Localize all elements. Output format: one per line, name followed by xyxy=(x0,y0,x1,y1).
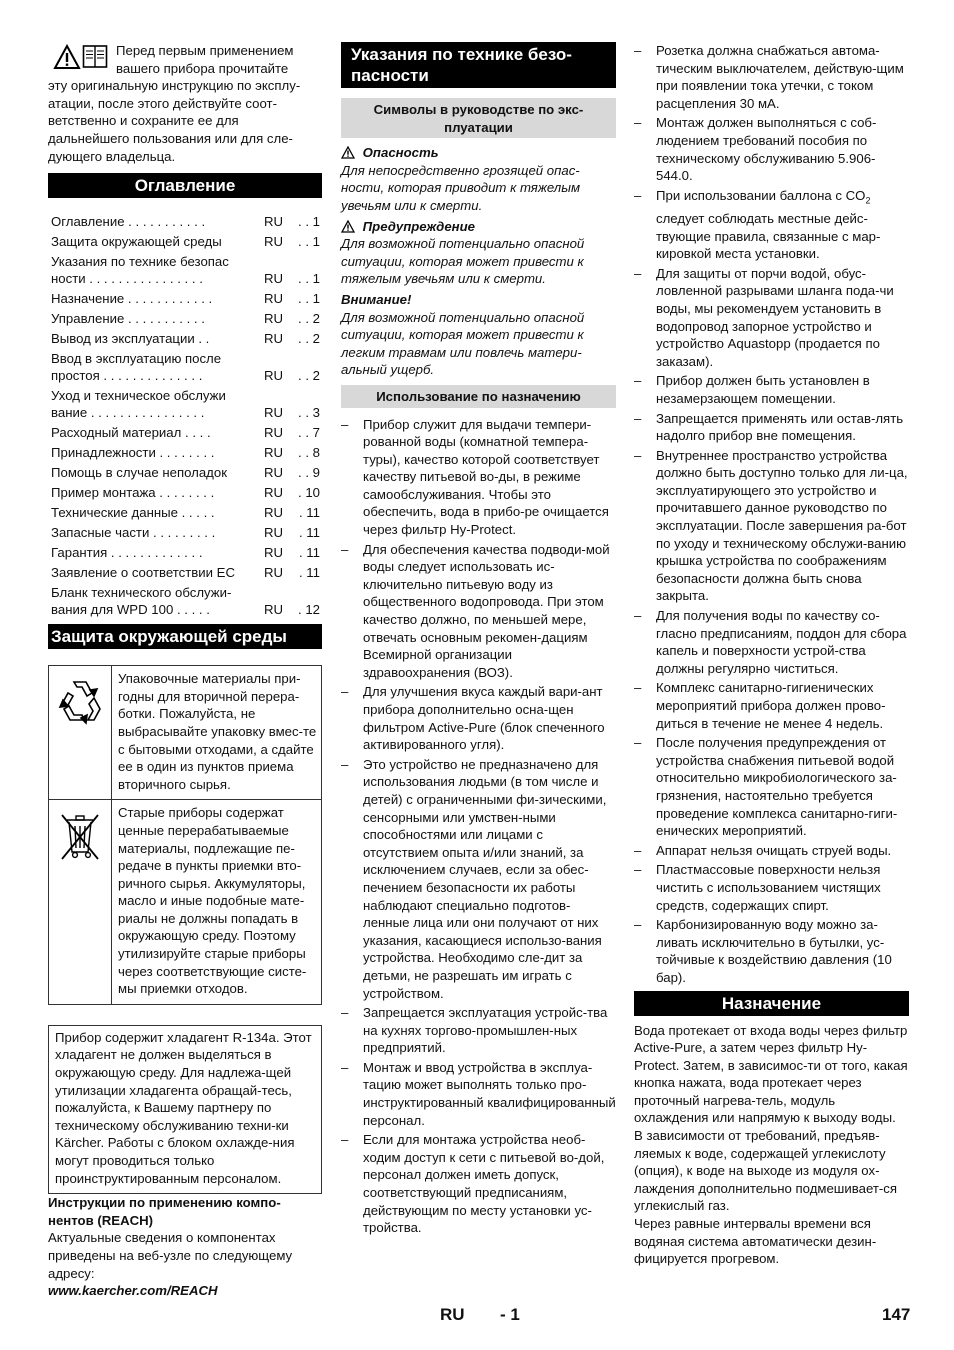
toc-label: Ввод в эксплуатацию после простоя . . . . . . . . . . . . . . xyxy=(51,351,222,384)
toc-row[interactable] xyxy=(48,289,322,309)
intended-use-list xyxy=(341,416,616,1237)
env-title: Защита окружающей среды xyxy=(48,624,322,649)
warning-heading xyxy=(341,218,616,236)
intro-icons xyxy=(53,44,109,72)
env-icon-cell xyxy=(49,800,112,1005)
toc-row[interactable] xyxy=(48,503,322,523)
caution-label: Внимание! xyxy=(341,291,412,307)
toc-page: . . 9 xyxy=(298,465,320,481)
reach-title: Инструкции по применению компо-нентов (REACH) xyxy=(48,1195,281,1228)
toc-page: . . 8 xyxy=(298,445,320,461)
toc-page: . . 2 xyxy=(298,331,320,347)
toc-lang: RU xyxy=(264,445,284,461)
list-item: – После получения предупреждения от устройства снабжения питьевой водой относительно микробиологического за-грязнения, настоятельно требуется проведение комплекса санитарно-гиги-енических мероприятий. xyxy=(634,734,909,840)
reach-url[interactable]: www.kaercher.com/REACH xyxy=(48,1283,218,1299)
toc-lang: RU xyxy=(264,505,284,521)
intro-line-2: вашего прибора прочитайте xyxy=(116,60,289,76)
safety-title: Указания по технике безо-пасности xyxy=(341,42,616,88)
toc-row[interactable] xyxy=(48,443,322,463)
recycling-icon xyxy=(54,676,106,726)
toc-row[interactable] xyxy=(48,232,322,252)
toc-lang: RU xyxy=(264,485,284,501)
toc-label: Принадлежности . . . . . . . . xyxy=(51,445,215,461)
env-row-old-devices xyxy=(49,800,322,1005)
toc-lang: RU xyxy=(264,602,284,618)
toc-page: . 11 xyxy=(298,505,320,521)
toc-page: . . 7 xyxy=(298,425,320,441)
toc-lang: RU xyxy=(264,565,284,581)
toc-page: . 11 xyxy=(298,565,320,581)
list-item: – Запрещается эксплуатация устройс-тва на кухнях торгово-промышлен-ных предприятий. xyxy=(341,1004,616,1057)
toc-label: Помощь в случае неполадок xyxy=(51,465,227,481)
toc-page: . 12 xyxy=(298,602,320,618)
toc-label: Заявление о соответствии EC xyxy=(51,565,235,581)
list-item: – Розетка должна снабжаться автома-тическим выключателем, действую-щим при появлении тока утечки, с током расцепления 30 мА. xyxy=(634,42,909,112)
refrigerant-text: Прибор содержит хладагент R-134a. Этот хладагент не должен выделяться в окружающую среду. Для надлежа-щей утилизации хладагента обращай-тесь, пожалуйста, к Вашему партнеру по техническому обслуживанию техни-ки Kärcher. Работы с блоком охлажде-ния могут проводиться только проинструктированным персоналом. xyxy=(55,1029,312,1186)
list-item: – Монтаж должен выполняться с соб-людением требований пособия по техническому обслуживанию 5.906-544.0. xyxy=(634,114,909,184)
list-item: – Это устройство не предназначено для использования людьми (в том числе и детей) с ограниченными фи-зическими, сенсорными или умствен-ными способностями или лицами с отсутствием опыта и/или знаний, за исключением случаев, если за обес-печением безопасности их работы наблюдают специально подготов-ленные лица или они получают от них указания, касающиеся использо-вания устройства. Необходимо сле-дит за детьми, не разрешать им играть с устройством. xyxy=(341,756,616,1002)
toc-row[interactable] xyxy=(48,583,322,620)
list-item: – При использовании баллона с $CO_2$ следует соблюдать местные дейс-твующие правила, связанные с мар-кировкой места установки. xyxy=(634,187,909,263)
toc-label: Указания по технике безопас ности . . . . . . . . . . . . . . . . xyxy=(51,254,229,287)
old-devices-text: Старые приборы содержат ценные перерабатываемые материалы, подлежащие пе-редаче в пункты приемки вто-ричного сырья. Аккумуляторы, масло и иные подобные мате-риалы не должны попадать в окружающую среду. Поэтому утилизируйте старые приборы через соответствующие систе-мы приемки отходов. xyxy=(112,800,322,1005)
warning-triangle-icon xyxy=(341,146,355,159)
toc-row[interactable] xyxy=(48,252,322,289)
refrigerant-box xyxy=(48,1025,322,1194)
toc-lang: RU xyxy=(264,234,284,250)
toc-row[interactable] xyxy=(48,212,322,232)
warning-triangle-icon xyxy=(341,220,355,233)
toc-page: . . 1 xyxy=(298,234,320,250)
danger-heading xyxy=(341,144,616,162)
env-row-packaging xyxy=(49,666,322,800)
danger-label: Опасность xyxy=(362,145,439,161)
list-item: – Запрещается применять или остав-лять надолго прибор вне помещения. xyxy=(634,410,909,445)
toc-row[interactable] xyxy=(48,349,322,386)
env-icon-cell xyxy=(49,666,112,800)
column-right xyxy=(634,42,909,1268)
toc-lang: RU xyxy=(264,214,284,230)
intro-rest: эту оригинальную инструкцию по эксплу-атации, после этого действуйте соот-ветственно и сохраните ее для дальнейшего пользования или для сле-дующего владельца. xyxy=(48,78,301,164)
toc-row[interactable] xyxy=(48,309,322,329)
toc-row[interactable] xyxy=(48,423,322,443)
purpose-para-1: Вода протекает от входа воды через фильтр Active-Pure, а затем через фильтр Hy-Protect. Затем, в зависимос-ти от того, какая кнопка нажата, вода протекает через проточный нагрева-тель, модуль охлаждения или напрямую к выходу воды. xyxy=(634,1022,908,1126)
warning-text: Для возможной потенциально опасной ситуации, которая может привести к тяжелым увечьям или к смерти. xyxy=(341,236,585,287)
toc-lang: RU xyxy=(264,311,284,327)
toc-label: Бланк технического обслужи-вания для WPD 100 . . . . . xyxy=(51,585,232,618)
toc-label: Защита окружающей среды xyxy=(51,234,222,250)
toc-page: . . 2 xyxy=(298,311,320,327)
column-middle xyxy=(341,42,616,1239)
intro-line-1: Перед первым применением xyxy=(116,43,294,58)
env-symbol-table xyxy=(48,665,322,1005)
intended-use-title: Использование по назначению xyxy=(341,385,616,408)
toc-page: . 10 xyxy=(298,485,320,501)
list-item: – Если для монтажа устройства необ-ходим доступ к сети с питьевой во-дой, персонал должен иметь допуск, соответствующий предписаниям, действующим по месту установки ус-тройства. xyxy=(341,1131,616,1237)
toc-row[interactable] xyxy=(48,523,322,543)
toc-label: Расходный материал . . . . xyxy=(51,425,211,441)
toc-row[interactable] xyxy=(48,463,322,483)
toc-label: Запасные части . . . . . . . . . xyxy=(51,525,216,541)
symbols-title: Символы в руководстве по экс-плуатации xyxy=(341,98,616,138)
toc-lang: RU xyxy=(264,465,284,481)
toc-row[interactable] xyxy=(48,386,322,423)
list-item: – Монтаж и ввод устройства в эксплуа-тацию может выполнять только про-инструктированный квалифицированный персонал. xyxy=(341,1059,616,1129)
danger-text: Для непосредственно грозящей опас-ности, которая приводит к тяжелым увечьям или к смерти. xyxy=(341,162,580,213)
footer-page-number: 147 xyxy=(882,1305,911,1324)
list-item: – Для защиты от порчи водой, обус-ловленной разрывами шланга пода-чи воды, мы рекомендуем установить в водопровод запорное устройство и устройство Aquastopp (продается по заказам). xyxy=(634,265,909,371)
toc-label: Гарантия . . . . . . . . . . . . . xyxy=(51,545,203,561)
toc-page: . 11 xyxy=(298,525,320,541)
intro-block xyxy=(48,42,322,165)
toc-page: . . 1 xyxy=(298,291,320,307)
toc-row[interactable] xyxy=(48,543,322,563)
toc-lang: RU xyxy=(264,545,284,561)
toc-page: . . 3 xyxy=(298,405,320,421)
toc-lang: RU xyxy=(264,271,284,287)
list-item: – Для получения воды по качеству со-гласно предписаниям, поддон для сбора капель и поверхности устрой-ства должны регулярно чиститься. xyxy=(634,607,909,677)
list-item: – Для улучшения вкуса каждый вари-ант прибора дополнительно осна-щен фильтром Active-Pure (блок спеченного активированного угля). xyxy=(341,683,616,753)
footer-page-label: - 1 xyxy=(500,1305,520,1324)
purpose-para-2: В зависимости от требований, предъяв-ляемых к воде, содержащей углекислоту (опция), к воде на выходе из модуля ох-лаждения дополнительно подмешивает-ся углекислый газ. xyxy=(634,1128,898,1214)
toc-label: Уход и техническое обслужи вание . . . . . . . . . . . . . . . . xyxy=(51,388,226,421)
list-item: – Аппарат нельзя очищать струей воды. xyxy=(634,842,909,860)
toc-lang: RU xyxy=(264,368,284,384)
list-item: – Пластмассовые поверхности нельзя чистить с использованием чистящих средств, содержащих спирт. xyxy=(634,861,909,914)
list-item: – Прибор должен быть установлен в незамерзающем помещении. xyxy=(634,372,909,407)
toc-label: Управление . . . . . . . . . . . xyxy=(51,311,205,327)
reach-text: Актуальные сведения о компонентах приведены на веб-узле по следующему адресу: xyxy=(48,1230,293,1281)
toc-title: Оглавление xyxy=(48,173,322,198)
toc-label: Пример монтажа . . . . . . . . xyxy=(51,485,215,501)
toc-label: Назначение . . . . . . . . . . . . xyxy=(51,291,213,307)
list-item: – Прибор служит для выдачи темпери-рованной воды (комнатной темпера-туры), качество которой соответствует качеству питьевой во-ды, в режиме самообслуживания. Чтобы это обеспечить, вода в прибо-ре очищается через фильтр Hy-Protect. xyxy=(341,416,616,539)
toc-table xyxy=(48,212,322,620)
crossed-bin-icon xyxy=(58,810,102,862)
toc-row[interactable] xyxy=(48,329,322,349)
toc-page: . . 1 xyxy=(298,214,320,230)
footer-lang: RU xyxy=(440,1305,465,1324)
list-item: – Комплекс санитарно-гигиенических мероприятий прибора должен прово-диться в течение не менее 4 недель. xyxy=(634,679,909,732)
toc-row[interactable] xyxy=(48,483,322,503)
toc-page: . . 2 xyxy=(298,368,320,384)
toc-label: Вывод из эксплуатации . . xyxy=(51,331,210,347)
toc-lang: RU xyxy=(264,291,284,307)
packaging-text: Упаковочные материалы при-годны для вторичной перера-ботки. Пожалуйста, не выбрасывайте упаковку вмес-те с бытовыми отходами, а сдайте ее в один из пунктов приема вторичного сырья. xyxy=(112,666,322,800)
safety-list-continued xyxy=(634,42,909,987)
warning-triangle-icon xyxy=(53,44,81,70)
list-item: – Внутреннее пространство устройства должно быть доступно только для ли-ца, эксплуатирующего это устройство и прочитавшего данное руководство по эксплуатации. После завершения ра-бот по уходу и техническому обслужи-ванию крышка устройства по соображениям безопасности должна быть снова закрыта. xyxy=(634,447,909,605)
list-item: – Карбонизированную воду можно за-ливать исключительно в бутылки, ус-тойчивые к воздействию давления (10 бар). xyxy=(634,916,909,986)
toc-lang: RU xyxy=(264,525,284,541)
toc-label: Технические данные . . . . . xyxy=(51,505,215,521)
toc-page: . 11 xyxy=(298,545,320,561)
purpose-para-3: Через равные интервалы времени вся водяная система автоматически дезин-фицируется прогревом. xyxy=(634,1216,877,1267)
toc-lang: RU xyxy=(264,425,284,441)
toc-label: Оглавление . . . . . . . . . . . xyxy=(51,214,206,230)
caution-text: Для возможной потенциально опасной ситуации, которая может привести к легким травмам или повлечь матери-альный ущерб. xyxy=(341,309,585,378)
toc-row[interactable] xyxy=(48,563,322,583)
toc-page: . . 1 xyxy=(298,271,320,287)
purpose-title: Назначение xyxy=(634,991,909,1016)
manual-book-icon xyxy=(82,44,108,70)
toc-lang: RU xyxy=(264,405,284,421)
toc-lang: RU xyxy=(264,331,284,347)
list-item: – Для обеспечения качества подводи-мой воды следует использовать ис-ключительно питьевую воду из общественного водопровода. При этом качество должно, по меньшей мере, отвечать основным рекомен-дациям Всемирной организации здравоохранения (ВОЗ). xyxy=(341,541,616,682)
column-left xyxy=(48,42,322,1300)
warning-label: Предупреждение xyxy=(362,218,476,234)
